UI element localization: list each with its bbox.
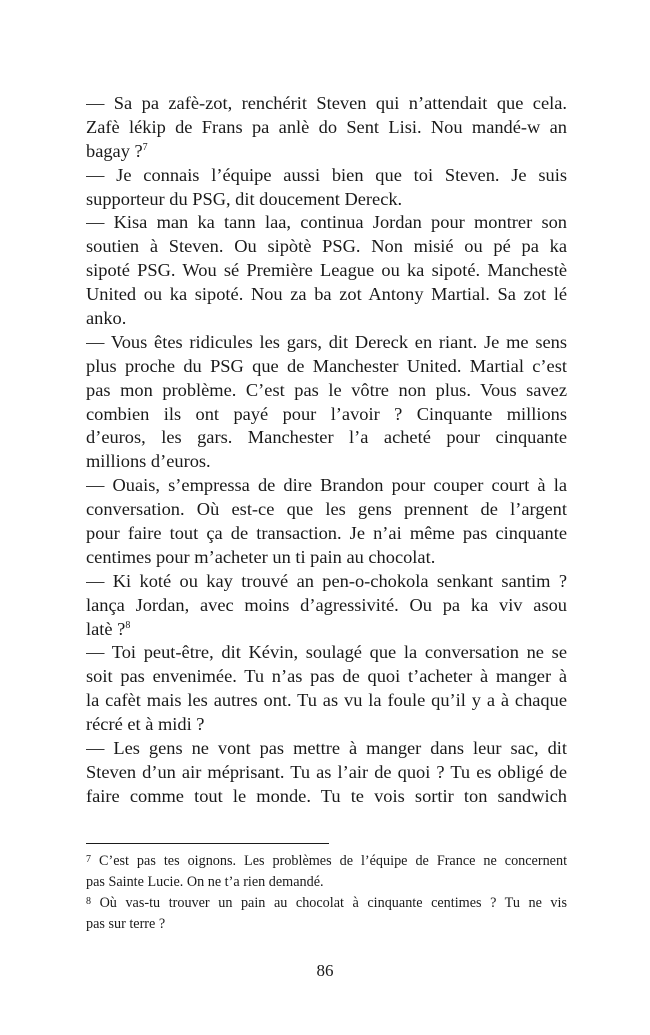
text-line: — Les gens ne vont pas mettre à manger dans leur sac, dit [86,738,567,759]
text-line: soutien à Steven. Ou sipòtè PSG. Non misié ou pé pa ka [86,236,567,257]
footnote-ref: 8 [125,619,131,631]
text-line: la cafèt mais les autres ont. Tu as vu la foule qu’il y a à chaque [86,690,567,711]
text-line: faire comme tout le monde. Tu te vois sortir ton sandwich [86,785,567,806]
footnote-number: 8 [86,896,91,907]
text-line: plus proche du PSG que de Manchester United. Martial c’est [86,355,567,376]
footnote-7-continued: pas Sainte Lucie. On ne t’a rien demandé. [86,874,324,890]
text-line: millions d’euros. [86,451,211,472]
text-line: — Kisa man ka tann laa, continua Jordan pour montrer son [86,212,567,233]
page-number: 86 [316,961,334,980]
text-line: récré et à midi ? [86,714,205,735]
text-line: sipoté PSG. Wou sé Première League ou ka sipoté. Manchestè [86,260,567,281]
text-line: Zafè lékip de Frans pa anlè do Sent Lisi. Nou mandé-w an [86,116,567,137]
text-line: pas mon problème. C’est pas le vôtre non plus. Vous savez [86,379,567,400]
footnote-number: 7 [86,854,91,865]
text-line: bagay ?$^7$ [86,140,148,161]
text-line: d’euros, les gars. Manchester l’a acheté pour cinquante [86,427,567,448]
text-line: combien ils ont payé pour l’avoir ? Cinquante millions [86,403,567,424]
text-line: centimes pour m’acheter un ti pain au chocolat. [86,546,436,567]
footnote-separator [86,843,329,844]
text-line: lança Jordan, avec moins d’agressivité. Ou pa ka viv asou [86,594,567,615]
text-line: — Sa pa zafè-zot, renchérit Steven qui n’attendait que cela. [86,93,567,113]
text-line: supporteur du PSG, dit doucement Dereck. [86,188,403,209]
text-line: Steven d’un air méprisant. Tu as l’air de quoi ? Tu es obligé de [86,761,567,782]
text-line: — Je connais l’équipe aussi bien que toi Steven. Je suis [86,164,567,185]
footnote-8: $^8$ Où vas-tu trouver un pain au chocolat à cinquante centimes ? Tu ne vis [86,895,567,911]
text-line: latè ?$^8$ [86,618,131,639]
text-line: anko. [86,308,127,329]
text-line: soit pas envenimée. Tu n’as pas de quoi t’acheter à manger à [86,666,567,687]
footnotes [86,851,567,935]
text-line: — Ouais, s’empressa de dire Brandon pour couper court à la [86,475,567,496]
footnote-8-continued: pas sur terre ? [86,916,166,932]
text-line: conversation. Où est-ce que les gens prennent de l’argent [86,499,567,520]
footnote-ref: 7 [142,141,148,153]
text-line: United ou ka sipoté. Nou za ba zot Antony Martial. Sa zot lé [86,284,567,305]
footnote-7: $^7$ C’est pas tes oignons. Les problèmes de l’équipe de France ne concernent [86,853,567,869]
text-line: pour faire tout ça de transaction. Je n’ai même pas cinquante [86,523,567,544]
text-line: — Vous êtes ridicules les gars, dit Dereck en riant. Je me sens [86,331,567,352]
text-line: — Toi peut-être, dit Kévin, soulagé que la conversation ne se [86,642,567,663]
body-text [86,92,567,809]
text-line: — Ki koté ou kay trouvé an pen-o-chokola senkant santim ? [86,570,567,591]
